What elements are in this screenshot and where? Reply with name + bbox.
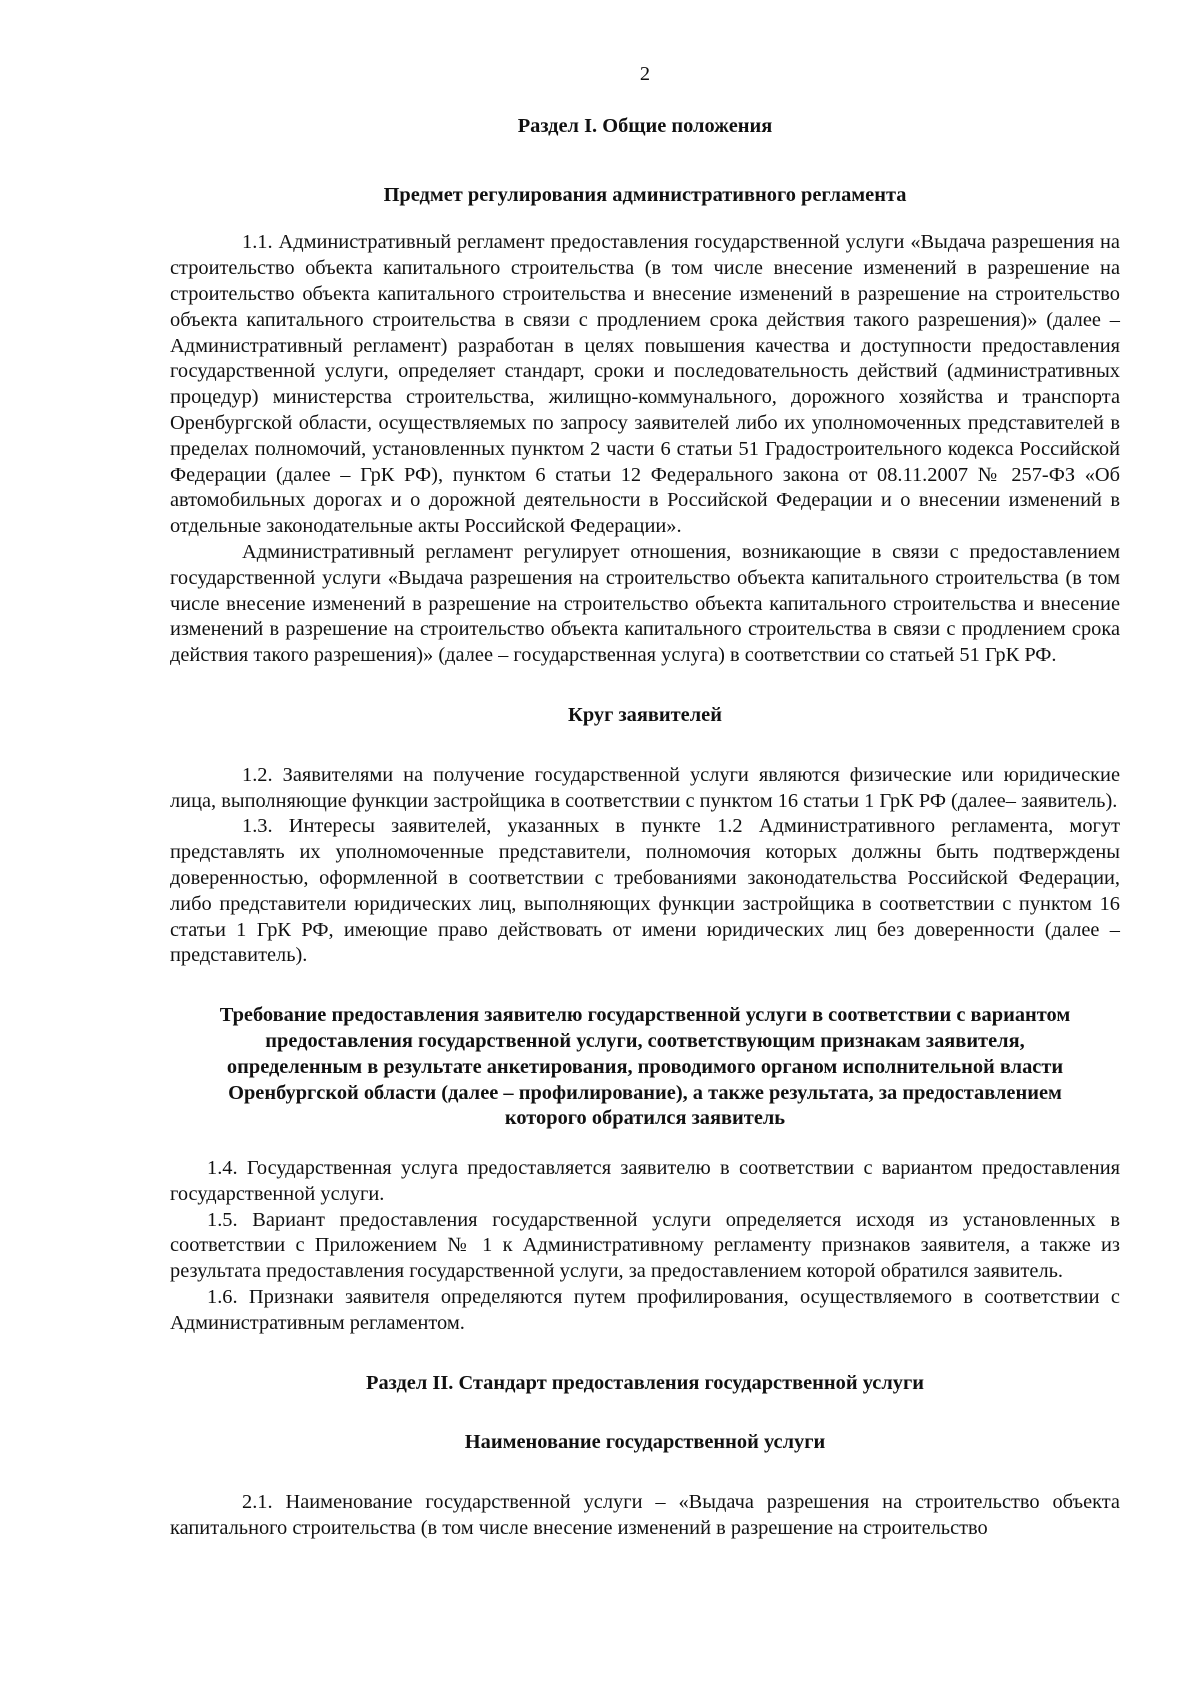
subheading-service-name: Наименование государственной услуги: [464, 1431, 826, 1454]
subheading-subject-of-regulation: Предмет регулирования административного регламента: [383, 183, 907, 206]
paragraph-2-1: 2.1. Наименование государственной услуги – «Выдача разрешения на строительство объекта капитального строительства (в том числе внесение изменений в разрешение на строительство: [170, 1491, 1120, 1540]
paragraph-1-6: 1.6. Признаки заявителя определяются путем профилирования, осуществляемого в соответствии с Административным регламентом.: [170, 1286, 1120, 1334]
requirement-paragraphs: [170, 1156, 1120, 1337]
paragraph-1-2: 1.2. Заявителями на получение государственной услуги являются физические или юридические лица, выполняющие функции застройщика в соответствии с пунктом 16 статьи 1 ГрК РФ (далее– заявитель).: [170, 763, 1120, 812]
paragraph-1-1-continued: Административный регламент регулирует отношения, возникающие в связи с предоставлением государственной услуги «Выдача разрешения на строительство объекта капитального строительства (в том числе внесение изменений в разрешение на строительство объекта капитального строительства и внесение изменений в разрешение на строительство объекта капитального строительства в связи с продлением срока действия такого разрешения)» (далее – государственная услуга) в соответствии со статьей 51 ГрК РФ.: [170, 540, 1120, 667]
applicants-paragraphs: [170, 763, 1120, 969]
paragraph-1-4: 1.4. Государственная услуга предоставляется заявителю в соответствии с вариантом предоставления государственной услуги.: [170, 1157, 1120, 1205]
subheading-requirement: Требование предоставления заявителю государственной услуги в соответствии с вариантом предоставления государственной услуги, соответствующим признакам заявителя, определенным в результате анкетирования, проводимого органом исполнительной власти Оренбургской области (далее – профилирование), а также результата, за предоставлением которого обратился заявитель: [219, 1004, 1071, 1130]
subject-paragraphs: [170, 230, 1120, 669]
page-number: 2: [639, 63, 651, 85]
service-name-paragraphs: [170, 1490, 1120, 1542]
paragraph-1-3: 1.3. Интересы заявителей, указанных в пункте 1.2 Административного регламента, могут представлять их уполномоченные представители, полномочия которых должны быть подтверждены доверенностью, оформленной в соответствии с требованиями законодательства Российской Федерации, либо представители юридических лиц, выполняющих функции застройщика в соответствии с пунктом 16 статьи 1 ГрК РФ, имеющие право действовать от имени юридических лиц без доверенности (далее – представитель).: [170, 815, 1120, 967]
paragraph-1-5: 1.5. Вариант предоставления государственной услуги определяется исходя из установленных в соответствии с Приложением № 1 к Административному регламенту признаков заявителя, а также из результата предоставления государственной услуги, за предоставлением которой обратился заявитель.: [170, 1208, 1120, 1283]
section-2-title: Раздел II. Стандарт предоставления государственной услуги: [366, 1371, 924, 1394]
paragraph-1-1: 1.1. Административный регламент предоставления государственной услуги «Выдача разрешения на строительство объекта капитального строительства (в том числе внесение изменений в разрешение на строительство объекта капитального строительства и внесение изменений в разрешение на строительство объекта капитального строительства в связи с продлением срока действия такого разрешения)» (далее – Административный регламент) разработан в целях повышения качества и доступности предоставления государственной услуги, определяет стандарт, сроки и последовательность действий (административных процедур) министерства строительства, жилищно-коммунального, дорожного хозяйства и транспорта Оренбургской области, осуществляемых по запросу заявителей либо их уполномоченных представителей в пределах полномочий, установленных пунктом 2 части 6 статьи 51 Градостроительного кодекса Российской Федерации (далее – ГрК РФ), пунктом 6 статьи 12 Федерального закона от 08.11.2007 № 257-ФЗ «Об автомобильных дорогах и о дорожной деятельности в Российской Федерации и о внесении изменений в отдельные законодательные акты Российской Федерации».: [170, 231, 1120, 538]
section-1-title: Раздел I. Общие положения: [517, 114, 773, 137]
subheading-applicants: Круг заявителей: [568, 703, 722, 726]
